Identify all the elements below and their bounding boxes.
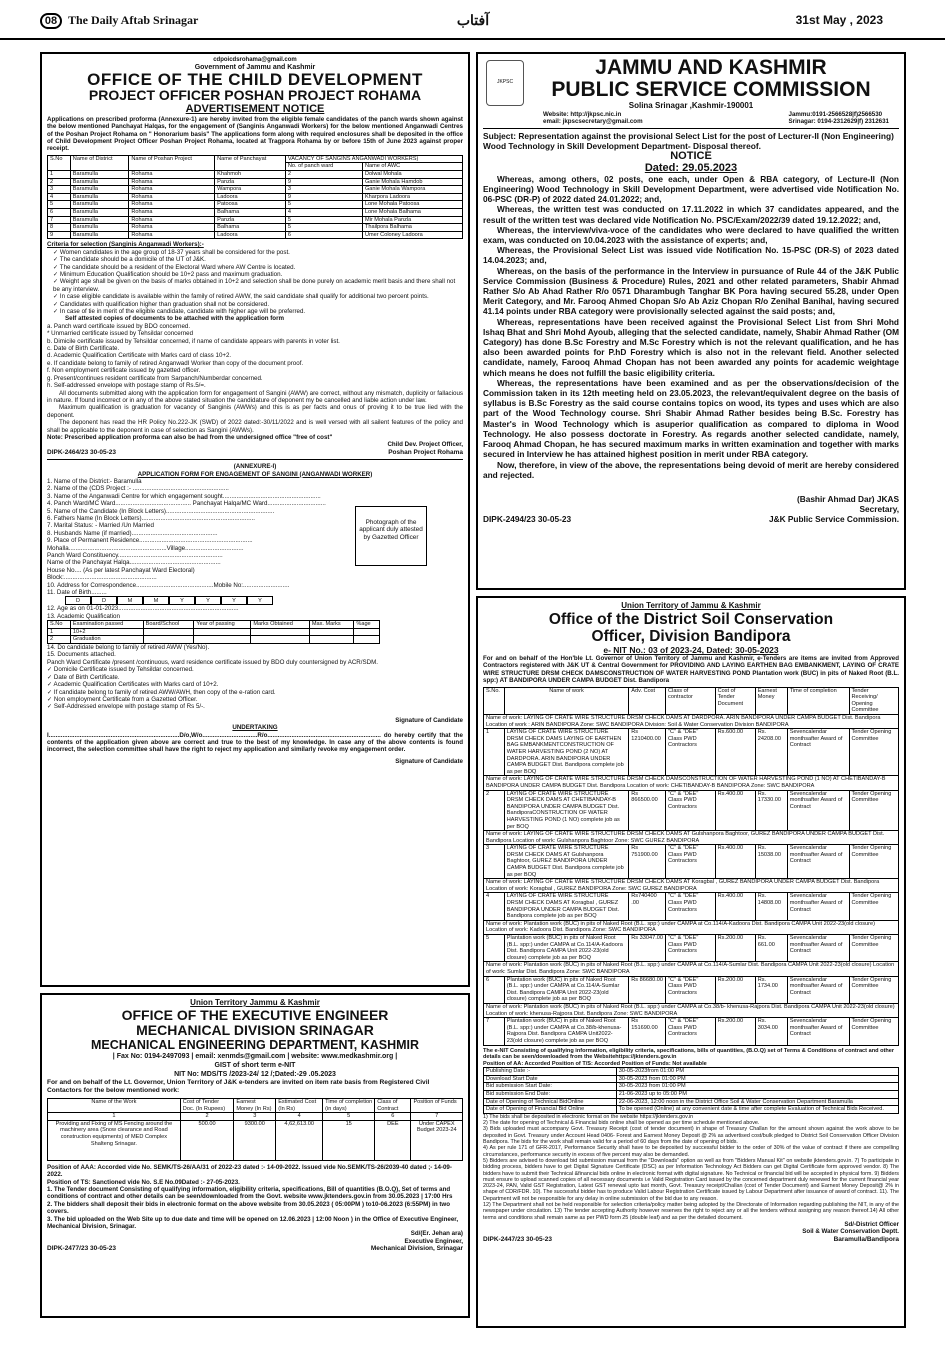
signature-office: Poshan Project Rohama <box>388 448 463 456</box>
table-row: 2 Graduation <box>48 636 380 644</box>
phone: Srinagar: 0194-2312629|f) 2312631 <box>788 118 889 126</box>
form-line: Panch Ward Certificate /present /continuous, ward residence certificate issued by BDO duly countersigned by ACR/SDM. <box>47 658 378 666</box>
table-row: 1 Baramulla Rohama Khahmoh 2 Dolwal Mohala <box>48 171 463 179</box>
ad-title-3: ADVERTISEMENT NOTICE <box>185 102 325 115</box>
ad-soil-conservation <box>476 596 906 1328</box>
position-text: Position of AA: Accorded Position of T/S: Accorded Position of Funds: Not available <box>483 1060 707 1067</box>
criteria-list <box>47 249 463 316</box>
ad-intro: For and on behalf of the Hon'ble Lt. Governor of Union Territory of Jammu and Kashmir, e-Tenders are items are invited from Approved Contractors registered with J&K UT & Central Government for PROVIDING AND LAYING EARTHEN BAG EMBANKMENT, LAYING OF CRATE WIRE STRUCTURE DRSM CHECK DAMSCONSTRUCTION OF WATER HARVESTING POND Plantation work (BUC) in pits of Naked Root (B.L. spp:) AT BANDIPORA UNDER CAMPA BUDGET Dist. Bandipora <box>483 655 899 685</box>
signature: Sd/-District Officer <box>844 1220 899 1228</box>
phone: Jammu:0191-2566528|f)2566530 <box>788 111 883 118</box>
docs-title: Self attested copies of documents to be attached with the application form <box>65 315 284 323</box>
table-row: 8 Baramulla Rohama Balhama 5 Thailpora Balhama <box>48 224 463 232</box>
dob-box[interactable]: D <box>65 596 91 605</box>
form-line: Name of the Panchayat Halqa..................................................... <box>47 559 221 567</box>
docs-item: d. Academic Qualification Certificate with Marks card of class 10+2. <box>47 352 232 360</box>
dob-boxes <box>65 596 463 605</box>
undertaking-title: UNDERTAKING <box>232 724 278 732</box>
work-header: Name of work: LAYING OF CRATE WIRE STRUCTURE DRSM CHECK DAMSCONSTRUCTION OF WATER HARVESTING POND (1 NO) AT CHETIBANDAY-B BANDIPORA UNDER CAMPA BUDGET Dist. Bandipora Location of work: CHETIBANDAY-B BANDIPORA Zone: SWC BANDIPORA <box>484 776 899 790</box>
table-row: 9 Baramulla Rohama Ladoora 6 Umer Coloney Ladoora <box>48 231 463 239</box>
table-row: 1 10+2 <box>48 628 380 636</box>
form-line: ✓ Date of Birth Certificate. <box>47 673 120 681</box>
form-line: 9. Place of Permanent Residence.................................................................. <box>47 537 253 545</box>
criteria-title: Criteria for selection (Sanginis Anganwadi Workers):- <box>47 241 204 249</box>
table-row: 4 Baramulla Rohama Ladoora 9 Kharpora Ladoora <box>48 193 463 201</box>
docs-item: f. Non employment certificate issued by gazetted officer. <box>47 367 201 375</box>
criteria-item: ✓ Candidates with qualification higher than graduation shall not be considered. <box>53 300 270 308</box>
table-row: Bid submission End Date: 21-06-2023 up to 05:00 PM <box>484 1091 899 1099</box>
ad-intro: Applications on prescribed proforma (Annexure-1) are hereby invited from the eligible female candidates of the panch wards shown against the below mentioned Panchayat Halqas, for the engagement of (Sanginis Anganwadi Workers) for the below mentioned Anganwadi Centres of the Poshan Project Rohama on " Honorarium basis" The applications form along with required enclosures shall be deposited in the office of Child Development Project Officer Poshan Project Rohama, located at Tragpora Rohama by or before 15th of June 2023 against proper receipt. <box>47 115 463 153</box>
form-line: ✓ Academic Qualification Certificates with Marks card of 10+2. <box>47 681 219 689</box>
para: Whereas, the representations have been examined and as per the observations/decision of the Commission taken in its 12th meeting held on 23.05.2023, the relevant/equivalent degree on the basis of syllabus is B.Sc Forestry as the said course contains topics on wood, its types and uses which are also part of the Wood Technology course. Shri Shabir Ahmad Rather besides being B.Sc. Forestry has Master's in Wood Technology which is asuperior qualification as compared to diploma in Wood Technology. He also possess doctorate in Forestry. As regards another selected candidate, namely, Farooq Ahmad Chopan, he has secured maximum marks in written examination and together with marks secured in Interview he has attained highest position in merit under RBA category. <box>483 377 899 460</box>
condition: 2) The date for opening of Technical & Financial bids online shall be opened as per time schedule mentioned above. <box>483 1120 760 1127</box>
ad-ut: Union Territory of Jammu & Kashmir <box>621 601 761 610</box>
table-row: Download Start Date 30-05-2023 from 01:00 PM <box>484 1075 899 1083</box>
form-line: 6. Fathers Name (In Block Letters).................................................................. <box>47 515 256 522</box>
table-row: 6 Baramulla Rohama Balhama 4 Lone Mohala Balhama <box>48 209 463 217</box>
notice-subject: Subject: Representation against the provisional Select List for the post of Lecturer-II (Non Engineering) Wood Technology in Skill Development Department- Disposal thereof. <box>483 130 894 151</box>
work-header: Name of work: LAYING OF CRATE WIRE STRUCTURE DRSM CHECK DAMS AT Koragbal , GUREZ BANDIPORA UNDER CAMPA BUDGET Dist. Bandipora Location of work: Koragbal , GUREZ BANDIPORA Zone: SWC GUREZ BANDIPORA <box>484 879 899 893</box>
qualification-table: S.No Examination passed Board/School Year of passing Marks Obtained Max. Marks %age 1 10+2 2 Graduation <box>47 620 380 644</box>
candidate-signature: Signature of Candidate <box>395 757 463 765</box>
work-header: Name of work: LAYING OF CRATE WIRE STRUCTURE DRSM CHECK DAMS AT DARDPORA. ARIN BANDIPORA UNDER CAMPA BUDGET Dist. Bandipora Location of work : ARIN BANDIPORA Zone: SWC BANDIPORA Division: Soil & Water Conservation Division BANDIPORA <box>484 715 899 729</box>
criteria-item: ✓ Weight age shall be given on the basis of marks obtained in 10+2 and selection shall be done purely on academic merit basis and there shall not be any interview. <box>53 278 456 293</box>
note: 1. The Tender document Consisting of qualifying information, eligibility criteria, specifications, Bill of quantities (B.O.Q), Set of terms and conditions of contract and other details can be seen/downloaded from the Govt. website www.jktenders.gov.in from 30.05.2023 | 17:00 Hrs <box>47 1186 453 1201</box>
form-line: House No.... (As per latest Panchayat Ward Electoral) <box>47 566 195 574</box>
docs-item: h. Self-addressed envelope with postage stamp of Rs.5/=. <box>47 382 206 390</box>
candidate-signature: Signature of Candidate <box>395 716 463 724</box>
ad-jkpsc <box>476 52 906 590</box>
undertaking-text: I............................................................................D/o,W/o................................R/o.................................................................. do hereby certify that the contents of the application given above are correct and true to the best of my knowledge. In case any of the above contents is found incorrect, the selection committee shall have the right to reject my application and similarly revoke my engagement order. <box>47 731 463 754</box>
table-row: Bid submission Start Date: 30-05-2023 from 01:00 PM <box>484 1083 899 1091</box>
table-row: 2 LAYING OF CRATE WIRE STRUCTURE DRSM CHECK DAMS AT CHETIBANDAY-B BANDIPORA UNDER CAMPA BUDGET Dist. BandiporaCONSTRUCTION OF WATER HARVESTING POND (1 NO) complete job as per BOQ Rs 866500.00 "C" & "DEE" Class PWD Contractors Rs.400.00 Rs. 17330.00 Sevencalendar monthsafter Award of Contract Tender Opening Committee <box>484 790 899 831</box>
work-header: Name of work: Plantation work (BUC) in pits of Naked Root (B.L. spp:) under CAMPA at Co.114/A-Kadoora Dist. Bandipora CAMPA Unit 2022-23(old closure) Location of work: Kadoora Dist. Bandipora Zone: SWC BANDIPORA <box>484 920 899 934</box>
ad-title-2: PROJECT OFFICER POSHAN PROJECT ROHAMA <box>88 86 422 103</box>
form-line: 1. Name of the District:- Baramulla <box>47 477 142 485</box>
form-line: Panch Ward Constituency............................................................. <box>47 552 223 560</box>
form-line: ✓ Non employment Certificate from a Gazetted Officer. <box>47 695 198 703</box>
table-row: 2 Baramulla Rohama Panzla 9 Ganie Mohala Hamdob <box>48 178 463 186</box>
work-header: Name of work: LAYING OF CRATE WIRE STRUCTURE DRSM CHECK DAMS AT Gulshanpora Baghtoor, GUREZ BANDIPORA UNDER CAMPA BUDGET Dist. Bandipora Location of work: Gulshanpora Baghtoor Zone: SWC GUREZ BANDIPORA <box>484 831 899 845</box>
notice-title: NOTICE <box>670 149 712 162</box>
criteria-item: ✓ The candidate should be a domicile of the UT of J&K. <box>53 256 206 264</box>
signature-title: Child Dev. Project Officer, <box>387 441 463 449</box>
table-row: 1 LAYING OF CRATE WIRE STRUCTURE DRSM CHECK DAMS LAYING OF EARTHEN BAG EMBANKMENTCONSTRUCTION OF WATER HARVESTING POND (2 NO) AT DARDPORA. ARIN BANDIPORA UNDER CAMPA BUDGET Dist. Bandipora complete job as per BOQ Rs 1210400.00 "C" & "DEE" Class PWD Contractors Rs.600.00 Rs. 24208.00 Sevencalendar monthsafter Award of Contract Tender Opening Committee <box>484 729 899 776</box>
dipk-number: DIPK-2477/23 30-05-23 <box>47 1245 117 1253</box>
newspaper-logo: آفتاب <box>456 13 490 29</box>
ad-gov: Government of Jammu and Kashmir <box>194 64 316 72</box>
criteria-item: ✓ In case of tie in merit of the eligible candidate, candidate with higher age will be preferred. <box>53 308 306 316</box>
ad-title-1: JAMMU AND KASHMIR <box>595 56 827 79</box>
criteria-item: ✓ The candidate should be a resident of the Electoral Ward where AW Centre is located. <box>53 263 296 271</box>
form-line: 4. Panch Ward/MC Ward............................................ Panchayat Halqa/MC Ward.................................. <box>47 500 326 508</box>
table-row: Date of Opening of Technical BidOnline 22-06-2023, 12:00 noon in the District Office Soil & Water Conservation Department Baramulla <box>484 1098 899 1106</box>
ad-gist: GIST of short term e-NIT <box>214 1062 296 1069</box>
work-header: Name of work: Plantation work (BUC) in pits of Naked Root (B.L. spp:) under CAMPA at Co.38/b- khenusa-Rajpora Dist. Bandipora CAMPA Unit 2022-23(old closure) Location of work: khenusa-Rajpora Dist. Bandipora Zone: SWC BANDIPORA <box>484 1003 899 1017</box>
ad-title-3: MECHANICAL ENGINEERING DEPARTMENT, KASHMIR <box>90 1038 420 1052</box>
dipk-number: DIPK-2447/23 30-05-23 <box>483 1235 553 1243</box>
signature-title: Secretary, <box>859 503 899 514</box>
th: Name of Poshan Project <box>129 155 215 170</box>
docs-item: c. Date of Birth Certificate. <box>47 345 120 353</box>
condition: 5) Bidders are advised to download bid submission manual from the "Downloads" option as well as from "Bidders Manual Kit" on website jktenders.gov.in. 7) To participate in bidding process, bidders have to get Digital Signature Certificate (DSC) as per Information Technology Act Bidders can get Digital Certificate form approved vendor. 8) The bidders have to submit their Technical &financial bids online in electronic format with digital signature. No Technical or financial bid will be accepted in physical form. 9) Bidders must ensure to upload scanned copies of all necessary documents i.e Valid Registration Card issued by the concerned department duly renewed for the current financial year 2023-24, PAN, Valid GST Registration, Latest GST renewal upto last month, Govt. Treasury receipt/Challan (cost of Tender Document) and Earnest Money Deposit@ 2% in shape of CDR/FDR. 10). The successful bidder has to produce Valid Labour Registration Certificate issued by Labour Department after issuance of award of contract. 11). The Department will not be responsible for any delay in online submission of the bid due to any reason. <box>483 1157 899 1202</box>
para: All documents submitted along with the application form for engagement of Sangini (AWW) are correct, without any mismatch, duplicity or fallacious in nature. If found incorrect or in any of the above stated situation the candidature of deponent my be cancelled and liable action under law. <box>47 389 463 404</box>
criteria-item: ✓ In case eligible candidate is available within the family of retired AWW, the said candidate shall qualify for additional two percent points. <box>53 293 429 301</box>
para: Whereas, representations have been received against the Provisional Select List from Shri Mohd Ishaq Bhat and Shri Mohd Ayoub, alleging that the selected candidate, namely, Shabir Ahmad Rather (OM Category) has done B.Sc Forestry and M.Sc Forestry which is not the relevant qualification, and he has also been awarded points for P.hD Forestry which is also not in the relevant field. Another selected candidate, namely, Farooq Ahmad Chopan has not been awarded any points for academic weightage which means he does not fulfill the basic eligibility criteria. <box>483 316 899 378</box>
table-row: 3 LAYING OF CRATE WIRE STRUCTURE DRSM CHECK DAMS AT Gulshanpora Baghtoor, GUREZ BANDIPORA UNDER CAMPA BUDGET Dist. Bandipora complete job as per BOQ Rs 751900.00 "C" & "DEE" Class PWD Contractors Rs.400.00 Rs. 15038.00 Sevencalendar monthsafter Award of Contract Tender Opening Committee <box>484 845 899 879</box>
ad-intro: For and on behalf of the Lt. Governor, Union Territory of J&K e-tenders are invited on item rate basis from Registered Civil Contactors for the below mentioned work: <box>47 1079 430 1094</box>
th-vacancy: VACANCY OF SANGINS ANGANWADI WORKERS) <box>285 155 462 163</box>
dob-box[interactable]: M <box>117 596 143 605</box>
dob-box[interactable]: Y <box>169 596 195 605</box>
form-line: 14. Do candidate belong to family of retired AWW (Yes/No). <box>47 644 210 652</box>
condition: 4) As per rule 171 of GFR-2017, Performance Security shall have to be deposited by successful bidder to the order of 30% of the value of contract if there are compelling circumstances, performance security in excess of five percent may also be demanded. <box>483 1145 899 1158</box>
para: Whereas, the interview/viva-voce of the candidates who were declared to have qualified the written exam, was conducted on 10.04.2023 with the assistance of experts; and, <box>483 224 899 246</box>
criteria-item: ✓ Women candidates in the age group of 18-37 years shall be considered for the post. <box>53 248 290 256</box>
ad-title-2: Officer, Division Bandipora <box>591 628 791 645</box>
th: No. of panch ward <box>285 163 362 171</box>
signature-office: J&K Public Service Commission. <box>768 513 899 524</box>
ad-title-2: MECHANICAL DIVISION SRINAGAR <box>136 1022 374 1038</box>
table-row: 3 Baramulla Rohama Wampora 3 Ganie Mohala Wampora <box>48 186 463 194</box>
form-line: ✓ Self-Addressed envelope with postage stamp of Rs 5/-. <box>47 703 205 711</box>
dipk-number: DIPK-2464/23 30-05-23 <box>47 448 117 456</box>
condition: 1) The bids shall be deposited in electronic format on the website https://jktenders.gov.in <box>483 1113 694 1120</box>
ad-title-1: Office of the District Soil Conservation <box>548 611 834 628</box>
ad-title-1: OFFICE OF THE EXECUTIVE ENGINEER <box>121 1007 389 1023</box>
form-line: ✓ Domicile Certificate issued by Tehsildar concerned. <box>47 666 194 674</box>
dob-box[interactable]: Y <box>247 596 273 605</box>
form-title: APPLICATION FORM FOR ENGAGEMENT OF SANGINI (ANGANWADI WORKER) <box>137 470 373 478</box>
signature: Sd/(Er. Jehan ara) <box>410 1230 463 1238</box>
ad-contact: | Fax No: 0194-2497093 | email: xenmds@gmail.com | website: www.medkashmir.org | <box>112 1053 398 1060</box>
signature-office: Mechanical Division, Srinagar <box>370 1245 463 1253</box>
vacancy-table <box>47 155 463 240</box>
ad-ut: Union Territory Jammu & Kashmir <box>190 998 320 1007</box>
para-note: Note: Prescribed application proforma can also be had from the undersigned office "free of cost" <box>47 433 333 441</box>
table-row: 4 LAYING OF CRATE WIRE STRUCTURE DRSM CHECK DAMS AT Koragbal , GUREZ BANDIPORA UNDER CAMPA BUDGET Dist. Bandipora complete job as per BOQ Rs740400 .00 "C" & "DEE" Class PWD Contractors Rs.400.00 Rs. 14808.00 Sevencalendar monthsafter Award of Contract Tender Opening Committee <box>484 893 899 920</box>
jkpsc-seal-icon: JKPSC <box>486 60 524 106</box>
note: Position of TS: Sanctioned vide No. S.E No.09Dated :- 27-05-2023. <box>47 1178 240 1186</box>
table-row: 5 Baramulla Rohama Patoosa 5 Lone Mohala Patoosa <box>48 201 463 209</box>
dob-box[interactable]: Y <box>195 596 221 605</box>
form-line: 8. Husbands Name (if married).................................................. <box>47 529 218 537</box>
newspaper-name: The Daily Aftab Srinagar <box>68 13 199 27</box>
th: Name of AWC <box>362 163 462 171</box>
note: Position of AAA: Accorded vide No. SEMK/TS-26/AA/31 of 2022-23 dated :- 14-09-2022. Issued vide No.SEMK/TS-26/2039-40 dated ;- 14-09-2022. <box>47 1163 452 1179</box>
signature-title: Soil & Water Conservation Deptt. <box>802 1228 899 1236</box>
dob-box[interactable]: Y <box>221 596 247 605</box>
para: Whereas, on the basis of the performance in the Interview in pursuance of Rule 44 of the J&K Public Service Commission (Business & Procedure) Rules, 2021 and other related parameters, Shabir Ahmad Rather S/o Ab Ahad Rather R/o 0571 Dharambugh Tanghar BK Pora having secured 55.28, under Open Merit Category, and Mr. Farooq Ahmed Chopan S/o Ab Aziz Chopan R/o Zenihal Banihal, having secured 41.14 points under RBA category were provisionally selected against the said posts; and, <box>483 265 899 317</box>
note: 3. The bid uploaded on the Web Site up to due date and time will be opened on 12.06.2023 | 12:00 Noon ) in the Office of Executive Engineer, Mechanical Division, Srinagar. <box>47 1215 459 1231</box>
ad-title-2: PUBLIC SERVICE COMMISSION <box>551 78 871 101</box>
docs-item: g. Present/continues resident certificate from Sarpanch/Numberdar concerned. <box>47 374 263 382</box>
ad-mechanical-division <box>40 993 470 1318</box>
para: Whereas, the written test was conducted on 17.11.2022 in which 37 candidates appeared, and the result of the written test was declared vide Notification No. PSC/Exam/2022/39 dated 19.12.2022; and, <box>483 204 899 225</box>
docs-item: a. Panch ward certificate issued by BDO concerned. <box>47 322 191 330</box>
dob-box[interactable]: D <box>91 596 117 605</box>
form-line: Block:...................................................... <box>47 574 157 582</box>
docs-item: * Unmarried certificate issued by Tehsildar concerned <box>47 330 194 338</box>
table-row: 6 Plantation work (BUC) in pits of Naked Root (B.L. spp:) under CAMPA at Co.114/A-Sumlar Dist. Bandipora CAMPA Unit 2022-23(old closure) complete job as per BOQ Rs 86680.00 "C" & "DEE" Class PWD Contractors Rs.200.00 Rs. 1734.00 Sevencalendar monthsafter Award of Contract Tender Opening Committee <box>484 976 899 1003</box>
schedule-table <box>483 1067 899 1114</box>
ad-nit: NIT No: MDS/TS /2023-24/ 12 /;Dated:-29 .05.2023 <box>174 1071 336 1078</box>
form-line: 2. Name of the (CDS Project :- ........................................................ <box>47 485 229 493</box>
table-row: Date of Opening of Financial Bid Online To be opened (Online) at any convenient date & time after complete Evaluation of Technical Bids Received. <box>484 1106 899 1114</box>
table-row: 7 Baramulla Rohama Panzla 5 Mir Mohala Panzla <box>48 216 463 224</box>
criteria-item: ✓ Minimum Education Qualification should be 10+2 pass and maximum graduation. <box>53 271 283 278</box>
form-line: 10. Address for Correspondence.............................................Mobile No:........................... <box>47 581 290 589</box>
ad-email: cdpoicdsrohama@gmail.com <box>213 57 297 63</box>
form-line: 13. Academic Qualification <box>47 612 120 620</box>
ad-address: Solina Srinagar ,Kashmir-190001 <box>628 101 754 110</box>
dipk-number: DIPK-2494/23 30-05-23 <box>483 513 572 524</box>
ad-footer <box>47 449 463 456</box>
para: Whereas, the Provisional Select List was issued vide Notification No. 15-PSC (DR-S) of 2023 dated 14.04.2023; and, <box>483 245 899 266</box>
ad-footer <box>47 1245 463 1252</box>
contact-row <box>483 111 899 126</box>
photo-box: Photograph of the applicant duly attested by Gazetted Officer <box>355 506 427 566</box>
condition: 12) The Department shall not be held responsible for selection criteria/policy matter being adopted by the Directorate of Information regarding publishing the NIT, in any of the newspaper under circulation. 13) The tender accepting Authority however reserves the right to reject any or all the tenders without assigning any reason thereof.14) All other terms and conditions shall remain same as per PWD form 25 (double leaf) and as per the detailed document. <box>483 1202 899 1221</box>
signature-title: Executive Engineer, <box>404 1237 463 1245</box>
signature-office: Baramulla/Bandipora <box>833 1235 899 1243</box>
para: Maximum qualification is graduation for vacancy of Sanginis (AWWs) and this is as per facts and onus of proving it to be true lied with the deponent. <box>47 404 463 419</box>
notice-body <box>483 174 899 480</box>
dob-box[interactable]: M <box>143 596 169 605</box>
work-header: Name of work: Plantation work (BUC) in pits of Naked Root (B.L. spp:) under CAMPA at Co.114/A-Sumlar Dist. Bandipora CAMPA Unit 2022-23(old closure) Location of work: Sumlar Dist. Bandipora Zone: SWC BANDIPORA <box>484 962 899 976</box>
form-line: 3. Name of the Anganwadi Centre for which engagement sought......................................................... <box>47 492 321 500</box>
form-line: 7. Marital Status: - Married /Un Married <box>47 522 154 530</box>
ad-title-1: OFFICE OF THE CHILD DEVELOPMENT <box>87 69 423 89</box>
enit-text: The e-NIT Consisting of qualifying information, eligibility criteria, specifications, bills of quantities, (B.O.Q) set of Terms & Conditions of contract and other details can be seen/downloaded from the Websitehttps://jktenders.gov.in <box>483 1047 895 1061</box>
docs-item: b. Dimicile certificate issued by Tehsildar concerned, if name of candidate appears with parents in voter list. <box>47 337 340 345</box>
ad-footer <box>483 1236 899 1243</box>
form-line: 15. Documents attached. <box>47 651 116 659</box>
docs-item: e. If candidate belong to family of retired AnganwadI Worker than copy of the document proof. <box>47 359 304 367</box>
form-line: 11. Date of Birth......... <box>47 589 107 597</box>
notice-date: Dated: 29.05.2023 <box>644 161 738 174</box>
th: S.No <box>48 155 71 170</box>
tender-table: S.No. Name of work Adv. Cost Class of contractor Cost of Tender Document Earnest Money Time of completion Tender Receiving/ Opening Committee Name of work: LAYING OF CRATE WIRE STRUCTURE DRSM CHECK DAMS AT DARDPORA. ARIN BANDIPORA UNDER CAMPA BUDGET Dist. Bandipora Location of work : ARIN BANDIPORA Zone: SWC BANDIPORA Division: Soil & Water Conservation Division BANDIPORA 1 LAYING OF CRATE WIRE STRUCTURE DRSM CHECK DAMS LAYING OF EARTHEN BAG EMBANKMENTCONSTRUCTION OF WATER HARVESTING POND (2 NO) AT DARDPORA. ARIN BANDIPORA UNDER CAMPA BUDGET Dist. Bandipora complete job as per BOQ Rs 1210400.00 "C" & "DEE" Class PWD Contractors Rs.600.00 Rs. 24208.00 Sevencalendar monthsafter Award of Contract Tender Opening Committee Name of work: LAYING OF CRATE WIRE STRUCTURE DRSM CHECK DAMSCONSTRUCTION OF WATER HARVESTING POND (1 NO) AT CHETIBANDAY-B BANDIPORA UNDER CAMPA BUDGET Dist. Bandipora Location of work: CHETIBANDAY-B BANDIPORA Zone: SWC BANDIPORA 2 LAYING OF CRATE WIRE STRUCTURE DRSM CHECK DAMS AT CHETIBANDAY-B BANDIPORA UNDER CAMPA BUDGET Dist. BandiporaCONSTRUCTION OF WATER HARVESTING POND (1 NO) complete job as per BOQ Rs 866500.00 "C" & "DEE" Class PWD Contractors Rs.400.00 Rs. 17330.00 Sevencalendar monthsafter Award of Contract Tender Opening Committee Name of work: LAYING OF CRATE WIRE STRUCTURE DRSM CHECK DAMS AT Gulshanpora Baghtoor, GUREZ BANDIPORA UNDER CAMPA BUDGET Dist. Bandipora Location of work: Gulshanpora Baghtoor Zone: SWC GUREZ BANDIPORA 3 LAYING OF CRATE WIRE STRUCTURE DRSM CHECK DAMS AT Gulshanpora Baghtoor, GUREZ BANDIPORA UNDER CAMPA BUDGET Dist. Bandipora complete job as per BOQ Rs 751900.00 "C" & "DEE" Class PWD Contractors Rs.400.00 Rs. 15038.00 Sevencalendar monthsafter Award of Contract Tender Opening Committee Name of work: LAYING OF CRATE WIRE STRUCTURE DRSM CHECK DAMS AT Koragbal , GUREZ BANDIPORA UNDER CAMPA BUDGET Dist. Bandipora Location of work: Koragbal , GUREZ BANDIPORA Zone: SWC GUREZ BANDIPORA 4 LAYING OF CRATE WIRE STRUCTURE DRSM CHECK DAMS AT Koragbal , GUREZ BANDIPORA UNDER CAMPA BUDGET Dist. Bandipora complete job as per BOQ Rs740400 .00 "C" & "DEE" Class PWD Contractors Rs.400.00 Rs. 14808.00 Sevencalendar monthsafter Award of Contract Tender Opening Committee Name of work: Plantation work (BUC) in pits of Naked Root (B.L. spp:) under CAMPA at Co.114/A-Kadoora Dist. Bandipora CAMPA Unit 2022-23(old closure) Location of work: Kadoora Dist. Bandipora Zone: SWC BANDIPORA 5 Plantation work (BUC) in pits of Naked Root (B.L. spp:) under CAMPA at Co.114/A-Kadoora Dist. Bandipora CAMPA Unit 2022-23(old closure) complete job as per BOQ Rs 33047.00 "C" & "DEE" Class PWD Contractors Rs.200.00 Rs. 661.00 Sevencalendar monthsafter Award of Contract Tender Opening Committee Name of work: Plantation work (BUC) in pits of Naked Root (B.L. spp:) under CAMPA at Co.114/A-Sumlar Dist. Bandipora CAMPA Unit 2022-23(old closure) Location of work: Sumlar Dist. Bandipora Zone: SWC BANDIPORA 6 Plantation work (BUC) in pits of Naked Root (B.L. spp:) under CAMPA at Co.114/A-Sumlar Dist. Bandipora CAMPA Unit 2022-23(old closure) complete job as per BOQ Rs 86680.00 "C" & "DEE" Class PWD Contractors Rs.200.00 Rs. 1734.00 Sevencalendar monthsafter Award of Contract Tender Opening Committee Name of work: Plantation work (BUC) in pits of Naked Root (B.L. spp:) under CAMPA at Co.38/b- khenusa-Rajpora Dist. Bandipora CAMPA Unit 2022-23(old closure) Location of work: khenusa-Rajpora Dist. Bandipora Zone: SWC BANDIPORA 7 Plantation work (BUC) in pits of Naked Root (B.L. spp:) under CAMPA at Co.38/b-khenusa-Rajpora Dist. Bandipora CAMPA Unit2022-23(old closure) complete job as per BOQ Rs 151690.00 "C" & "DEE" Class PWD Contractors Rs.200.00 Rs. 3034.00 Sevencalendar monthsafter Award of Contract Tender Opening Committee <box>483 687 899 1046</box>
th: Name of District <box>70 155 129 170</box>
docs-list <box>47 323 463 390</box>
annexure-label: (ANNEXURE-I) <box>233 463 277 471</box>
condition: 3) Bids uploaded must accompany Govt. Treasury Receipt (cost of tender document) in shape of Treasury Challan for the amount shown against the work above to be deposited in Govt. Treasury under Account Head 0406- Forest and Earnest Money Deposit @ 2% as advertised cost/bulk pledged to District Soil Conservation Officer Division Bandipora. The bids for the work shall remain valid for a period of 60 days from the date of opening of bids. <box>483 1126 899 1146</box>
para: Whereas, among others, 02 posts, one each, under Open & RBA category, of Lecture-II (Non Engineering) Wood Technology in Skill Development Department, were advertised vide Notification No. 06-PSC (DR-P) of 2022 dated 24.01.2022; and, <box>483 173 899 205</box>
page-header <box>0 0 945 40</box>
form-line: 12. Age as on 01-01-2023...................................................................... <box>47 605 239 613</box>
para: The deponent has read the HR Policy No.222-JK (SWD) of 2022 dated:-30/11/2022 and is well versed with all sailent features of the policy and shall be applicable to the deponent in case of selection as Sangini (AWWs). <box>47 419 463 434</box>
form-line: Mohalla.........................................................Village.................................. <box>47 544 244 552</box>
work-table: Name of the Work Cost of Tender Doc. (In Rupees) Earnest Money (In Rs) Estimated Cost (In Rs) Time of completion (in days) Class of Contract Position of Funds 1 2 3 4 5 6 7 Providing and Fixing of MS Fencing around the machinery area (Snow clearance and Road construction equipments) of MED Complex Shalteng Srinagar. 500.00 9300.00 4,62,613.00 15 DEE Under CAPEX Budget 2023-24 <box>47 1098 463 1161</box>
table-row: Publishing Date :- 30-05-2023from 01:00 PM <box>484 1068 899 1076</box>
form-line: ✓ If candidate belong to family of retired AWW/AWH, then copy of the e-ration card. <box>47 688 276 696</box>
para: Now, therefore, in view of the above, the representations being devoid of merit are hereby considered and rejected. <box>483 459 899 480</box>
website: Website: http://jkpsc.nic.in <box>543 111 622 118</box>
ad-footer <box>483 514 899 524</box>
signature: (Bashir Ahmad Dar) JKAS <box>796 493 899 504</box>
email: email: jkpscsecretary@gmail.com <box>543 118 643 126</box>
ad-nit: e- NIT No.: 03 of 2023-24, Dated: 30-05-2023 <box>603 645 779 655</box>
th: Name of Panchayat <box>215 155 286 170</box>
issue-date: 31st May , 2023 <box>795 13 883 27</box>
page-number: 08 <box>40 13 62 29</box>
form-line: 5. Name of the Candidate (In Block Letters)............................................................... <box>47 507 275 515</box>
application-form <box>47 478 463 711</box>
table-row: 7 Plantation work (BUC) in pits of Naked Root (B.L. spp:) under CAMPA at Co.38/b-khenusa-Rajpora Dist. Bandipora CAMPA Unit2022-23(old closure) complete job as per BOQ Rs 151690.00 "C" & "DEE" Class PWD Contractors Rs.200.00 Rs. 3034.00 Sevencalendar monthsafter Award of Contract Tender Opening Committee <box>484 1018 899 1045</box>
table-row: Providing and Fixing of MS Fencing around the machinery area (Snow clearance and Road construction equipments) of MED Complex Shalteng Srinagar. 500.00 9300.00 4,62,613.00 15 DEE Under CAPEX Budget 2023-24 <box>48 1120 463 1160</box>
table-row: 5 Plantation work (BUC) in pits of Naked Root (B.L. spp:) under CAMPA at Co.114/A-Kadoora Dist. Bandipora CAMPA Unit 2022-23(old closure) complete job as per BOQ Rs 33047.00 "C" & "DEE" Class PWD Contractors Rs.200.00 Rs. 661.00 Sevencalendar monthsafter Award of Contract Tender Opening Committee <box>484 935 899 962</box>
conditions-list <box>483 1114 899 1221</box>
ad-cdpo-rohama <box>40 52 470 987</box>
note: 2. The bidders shall deposit their bids in electronic format on the above website from 30.05.2023 ( 05:00PM ) to10-06.2023 (6:55PM) in two covers. <box>47 1200 450 1216</box>
